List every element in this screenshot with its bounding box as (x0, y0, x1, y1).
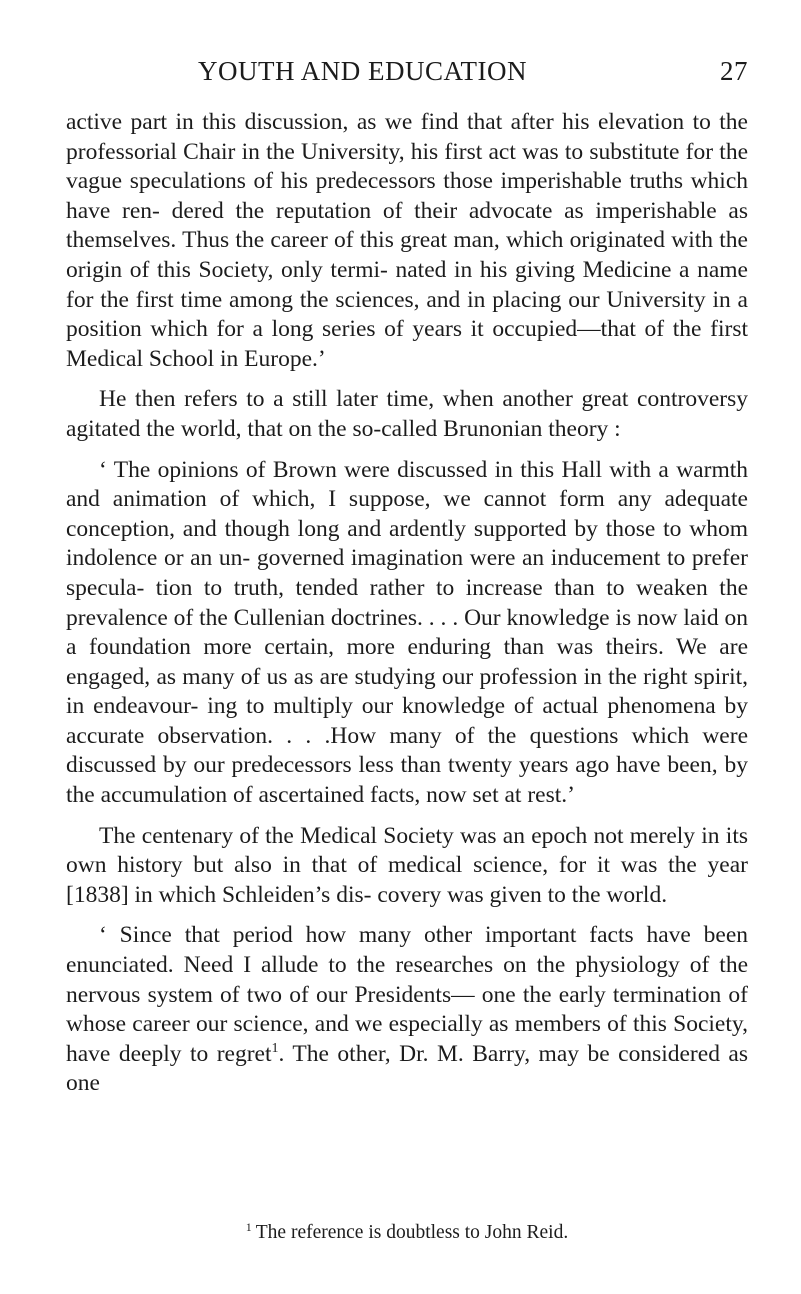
body-text (66, 108, 748, 1099)
footnote (66, 1219, 748, 1244)
paragraph-brown-quotation: ‘ The opinions of Brown were discussed in this Hall with a warmth and animation of which, I suppose, we cannot form any adequate conception, and though long and ardently supported by those to whom indolence or an un- governed imagination were an inducement to prefer specula- tion to truth, tended rather to increase than to weaken the prevalence of the Cullenian doctrines. . . . Our knowledge is now laid on a foundation more certain, more enduring than was theirs. We are engaged, as many of us as are studying our profession in the right spirit, in endeavour- ing to multiply our knowledge of actual phenomena by accurate observation. . . .How many of the questions which were discussed by our predecessors less than twenty years ago have been, by the accumulation of ascertained facts, now set at rest.’ (66, 456, 748, 809)
running-head (66, 56, 748, 92)
paragraph-text-before-ref: ‘ Since that period how many other important facts have been enunciated. Need I allude to the researches on the physiology of the nervous system of two of our Presidents— one the early termination of whose career our science, and we especially as members of this Society, have deeply to regret (66, 922, 748, 1067)
paragraph-text-after-ref: . The other, Dr. M. Barry, may be considered as one (66, 1040, 748, 1097)
paragraph-continuation: active part in this discussion, as we find that after his elevation to the professorial Chair in the University, his first act was to substitute for the vague speculations of his predecessors those imperishable truths which have ren- dered the reputation of their advocate as imperishable as themselves. Thus the career of this great man, which originated with the origin of this Society, only termi- nated in his giving Medicine a name for the first time among the sciences, and in placing our University in a position which for a long series of years it occupied—that of the first Medical School in Europe.’ (66, 109, 748, 372)
footnote-marker: 1 (245, 1219, 252, 1234)
paragraph-since-that-period (66, 921, 748, 1099)
page-number: 27 (720, 56, 748, 86)
footnote-text: The reference is doubtless to John Reid. (255, 1222, 569, 1243)
footnote-reference[interactable]: 1 (271, 1040, 279, 1056)
paragraph-brunonian-intro: He then refers to a still later time, when another great controversy agitated the world, that on the so-called Brunonian theory : (66, 386, 748, 442)
running-title: YOUTH AND EDUCATION (198, 56, 527, 86)
paragraph-centenary: The centenary of the Medical Society was an epoch not merely in its own history but also in that of medical science, for it was the year [1838] in which Schleiden’s dis- covery was given to the world. (66, 822, 748, 908)
